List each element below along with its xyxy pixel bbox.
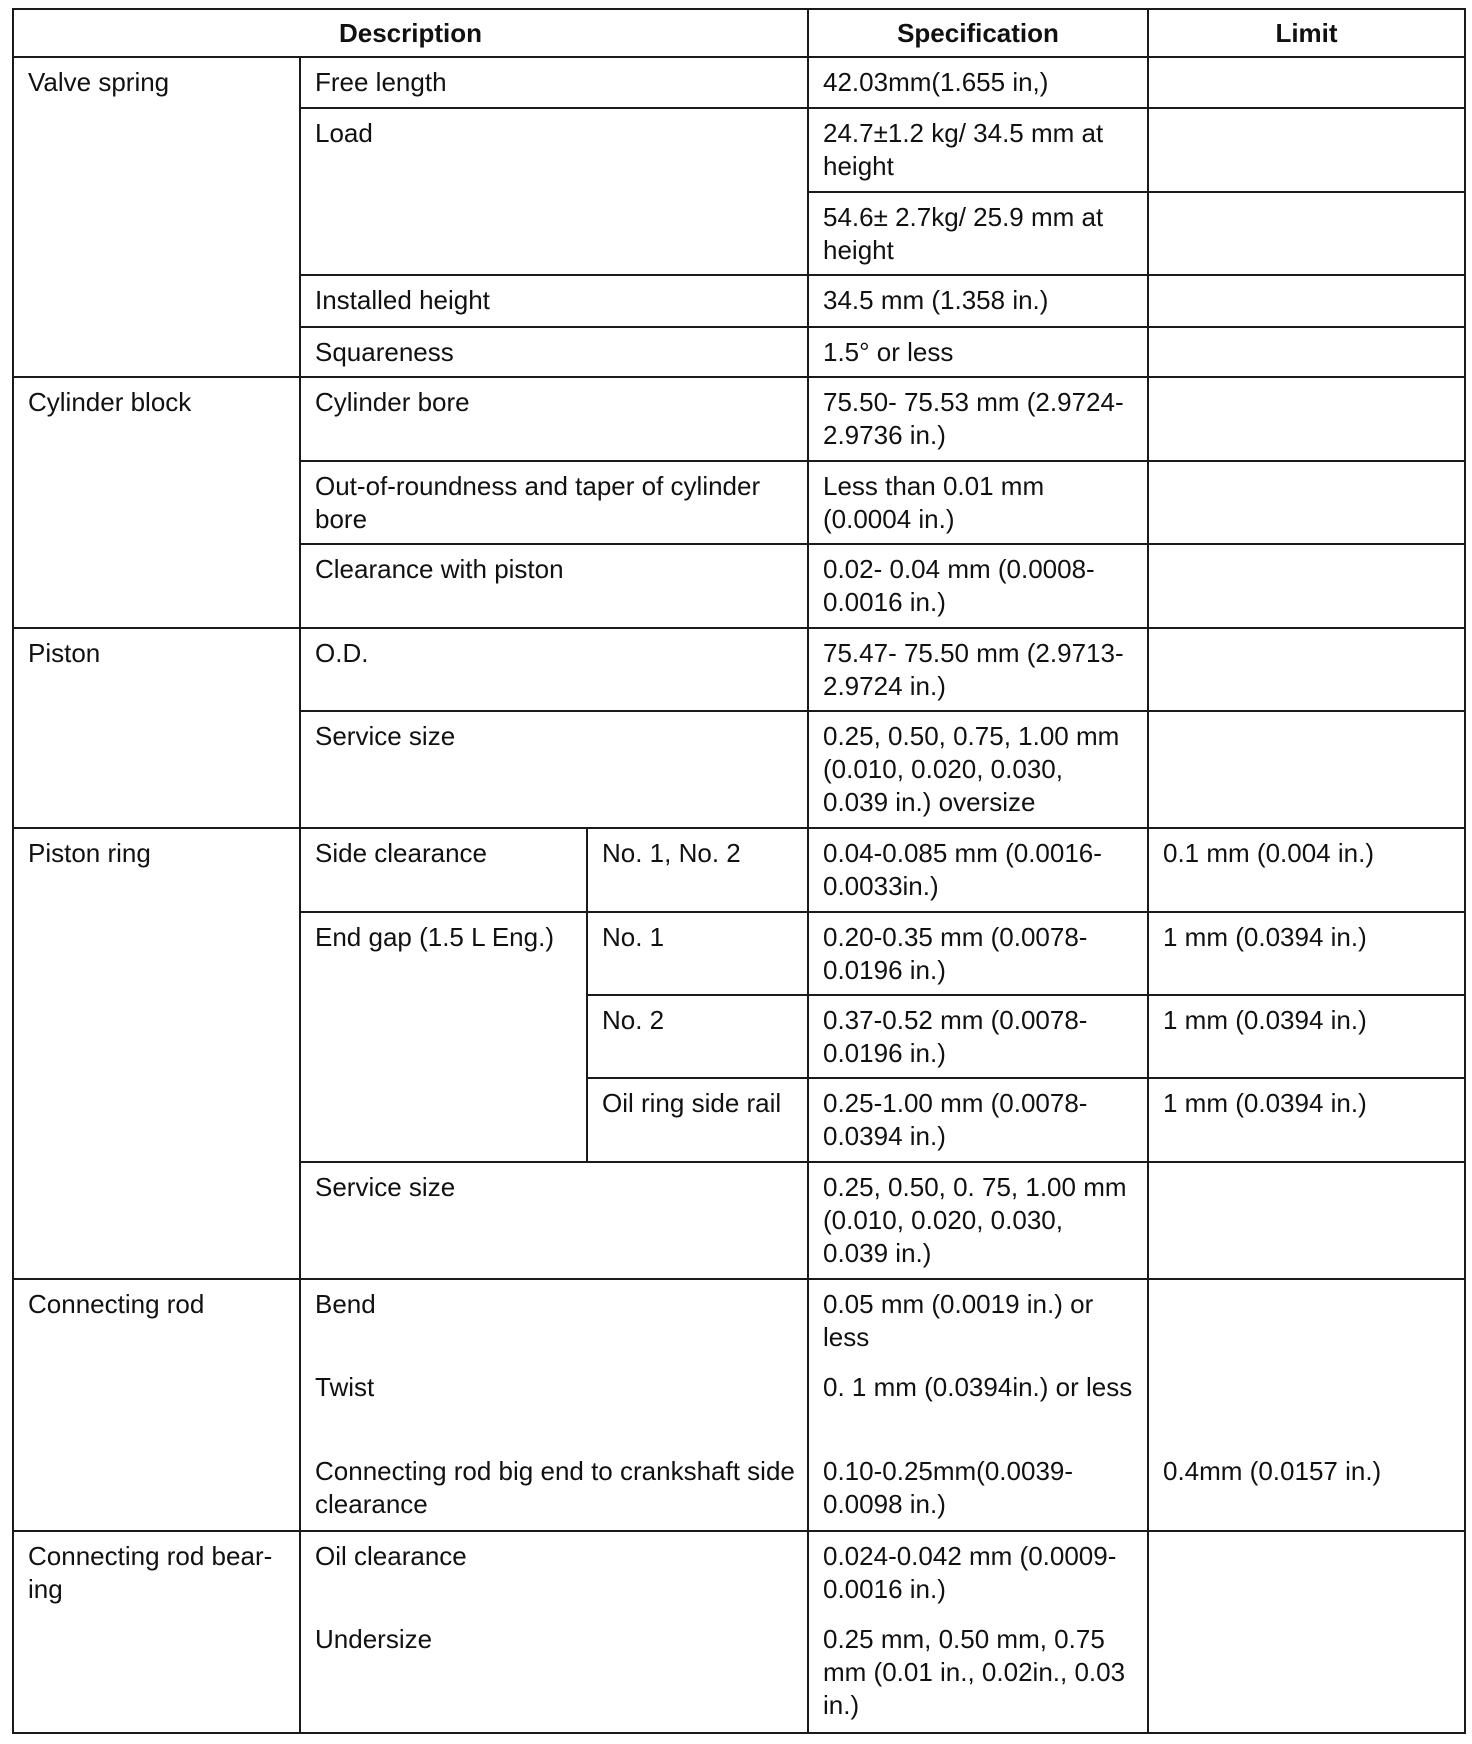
spec-installed-height: 34.5 mm (1.358 in.) xyxy=(808,275,1148,326)
table-row xyxy=(13,1279,1465,1363)
limit-end-gap-oil-ring: 1 mm (0.0394 in.) xyxy=(1148,1078,1465,1162)
group-label-piston: Piston xyxy=(13,628,300,827)
item-undersize: Undersize xyxy=(300,1615,808,1733)
spec-ring-service-size: 0.25, 0.50, 0. 75, 1.00 mm (0.010, 0.020, 0.030, 0.039 in.) xyxy=(808,1162,1148,1278)
header-limit: Limit xyxy=(1148,9,1465,57)
limit-end-gap-no1: 1 mm (0.0394 in.) xyxy=(1148,912,1465,995)
spec-side-clearance: 0.04-0.085 mm (0.0016- 0.0033in.) xyxy=(808,828,1148,912)
spec-piston-service-size: 0.25, 0.50, 0.75, 1.00 mm (0.010, 0.020, 0.030, 0.039 in.) oversize xyxy=(808,711,1148,827)
limit-load-1 xyxy=(1148,108,1465,192)
limit-load-2 xyxy=(1148,192,1465,275)
header-description: Description xyxy=(13,9,808,57)
limit-piston-od xyxy=(1148,628,1465,711)
sub-end-gap-oil-ring: Oil ring side rail xyxy=(587,1078,808,1162)
table-row xyxy=(13,57,1465,108)
spec-piston-od: 75.47- 75.50 mm (2.9713- 2.9724 in.) xyxy=(808,628,1148,711)
sub-end-gap-no1: No. 1 xyxy=(587,912,808,995)
limit-big-end-clearance: 0.4mm (0.0157 in.) xyxy=(1148,1447,1465,1531)
limit-free-length xyxy=(1148,57,1465,108)
group-label-connecting-rod: Connecting rod xyxy=(13,1279,300,1532)
sub-end-gap-no2: No. 2 xyxy=(587,995,808,1078)
spec-cylinder-bore: 75.50- 75.53 mm (2.9724- 2.9736 in.) xyxy=(808,377,1148,461)
table-row xyxy=(13,828,1465,912)
spec-big-end-clearance: 0.10-0.25mm(0.0039- 0.0098 in.) xyxy=(808,1447,1148,1531)
item-clearance-with-piston: Clearance with piston xyxy=(300,544,808,628)
spec-end-gap-oil-ring: 0.25-1.00 mm (0.0078- 0.0394 in.) xyxy=(808,1078,1148,1162)
limit-bend xyxy=(1148,1279,1465,1363)
table-row xyxy=(13,1531,1465,1615)
spec-out-of-roundness: Less than 0.01 mm (0.0004 in.) xyxy=(808,461,1148,544)
limit-out-of-roundness xyxy=(1148,461,1465,544)
spec-end-gap-no2: 0.37-0.52 mm (0.0078- 0.0196 in.) xyxy=(808,995,1148,1078)
table-row xyxy=(13,628,1465,711)
item-out-of-roundness: Out-of-roundness and taper of cylinder bore xyxy=(300,461,808,544)
item-ring-service-size: Service size xyxy=(300,1162,808,1278)
item-twist: Twist xyxy=(300,1363,808,1447)
spec-end-gap-no1: 0.20-0.35 mm (0.0078- 0.0196 in.) xyxy=(808,912,1148,995)
item-free-length: Free length xyxy=(300,57,808,108)
limit-installed-height xyxy=(1148,275,1465,326)
item-end-gap: End gap (1.5 L Eng.) xyxy=(300,912,587,1163)
spec-table xyxy=(12,8,1466,1734)
item-load: Load xyxy=(300,108,808,275)
item-big-end-clearance: Connecting rod big end to crankshaft side clearance xyxy=(300,1447,808,1531)
spec-clearance-with-piston: 0.02- 0.04 mm (0.0008- 0.0016 in.) xyxy=(808,544,1148,628)
limit-side-clearance: 0.1 mm (0.004 in.) xyxy=(1148,828,1465,912)
limit-cylinder-bore xyxy=(1148,377,1465,461)
spec-load-1: 24.7±1.2 kg/ 34.5 mm at height xyxy=(808,108,1148,192)
group-label-piston-ring: Piston ring xyxy=(13,828,300,1279)
table-row xyxy=(13,377,1465,461)
spec-squareness: 1.5° or less xyxy=(808,327,1148,377)
spec-free-length: 42.03mm(1.655 in,) xyxy=(808,57,1148,108)
group-label-connecting-rod-bearing: Connecting rod bear- ing xyxy=(13,1531,300,1733)
item-bend: Bend xyxy=(300,1279,808,1363)
item-side-clearance: Side clearance xyxy=(300,828,587,912)
item-piston-od: O.D. xyxy=(300,628,808,711)
spec-bend: 0.05 mm (0.0019 in.) or less xyxy=(808,1279,1148,1363)
item-squareness: Squareness xyxy=(300,327,808,377)
limit-piston-service-size xyxy=(1148,711,1465,827)
item-oil-clearance: Oil clearance xyxy=(300,1531,808,1615)
item-installed-height: Installed height xyxy=(300,275,808,326)
limit-ring-service-size xyxy=(1148,1162,1465,1278)
limit-oil-clearance xyxy=(1148,1531,1465,1615)
limit-end-gap-no2: 1 mm (0.0394 in.) xyxy=(1148,995,1465,1078)
item-piston-service-size: Service size xyxy=(300,711,808,827)
item-cylinder-bore: Cylinder bore xyxy=(300,377,808,461)
limit-twist xyxy=(1148,1363,1465,1447)
limit-clearance-with-piston xyxy=(1148,544,1465,628)
header-specification: Specification xyxy=(808,9,1148,57)
sub-side-clearance: No. 1, No. 2 xyxy=(587,828,808,912)
group-label-valve-spring: Valve spring xyxy=(13,57,300,377)
limit-undersize xyxy=(1148,1615,1465,1733)
spec-load-2: 54.6± 2.7kg/ 25.9 mm at height xyxy=(808,192,1148,275)
spec-twist: 0. 1 mm (0.0394in.) or less xyxy=(808,1363,1148,1447)
limit-squareness xyxy=(1148,327,1465,377)
group-label-cylinder-block: Cylinder block xyxy=(13,377,300,629)
header-row xyxy=(13,9,1465,57)
spec-oil-clearance: 0.024-0.042 mm (0.0009-0.0016 in.) xyxy=(808,1531,1148,1615)
spec-undersize: 0.25 mm, 0.50 mm, 0.75 mm (0.01 in., 0.02in., 0.03 in.) xyxy=(808,1615,1148,1733)
